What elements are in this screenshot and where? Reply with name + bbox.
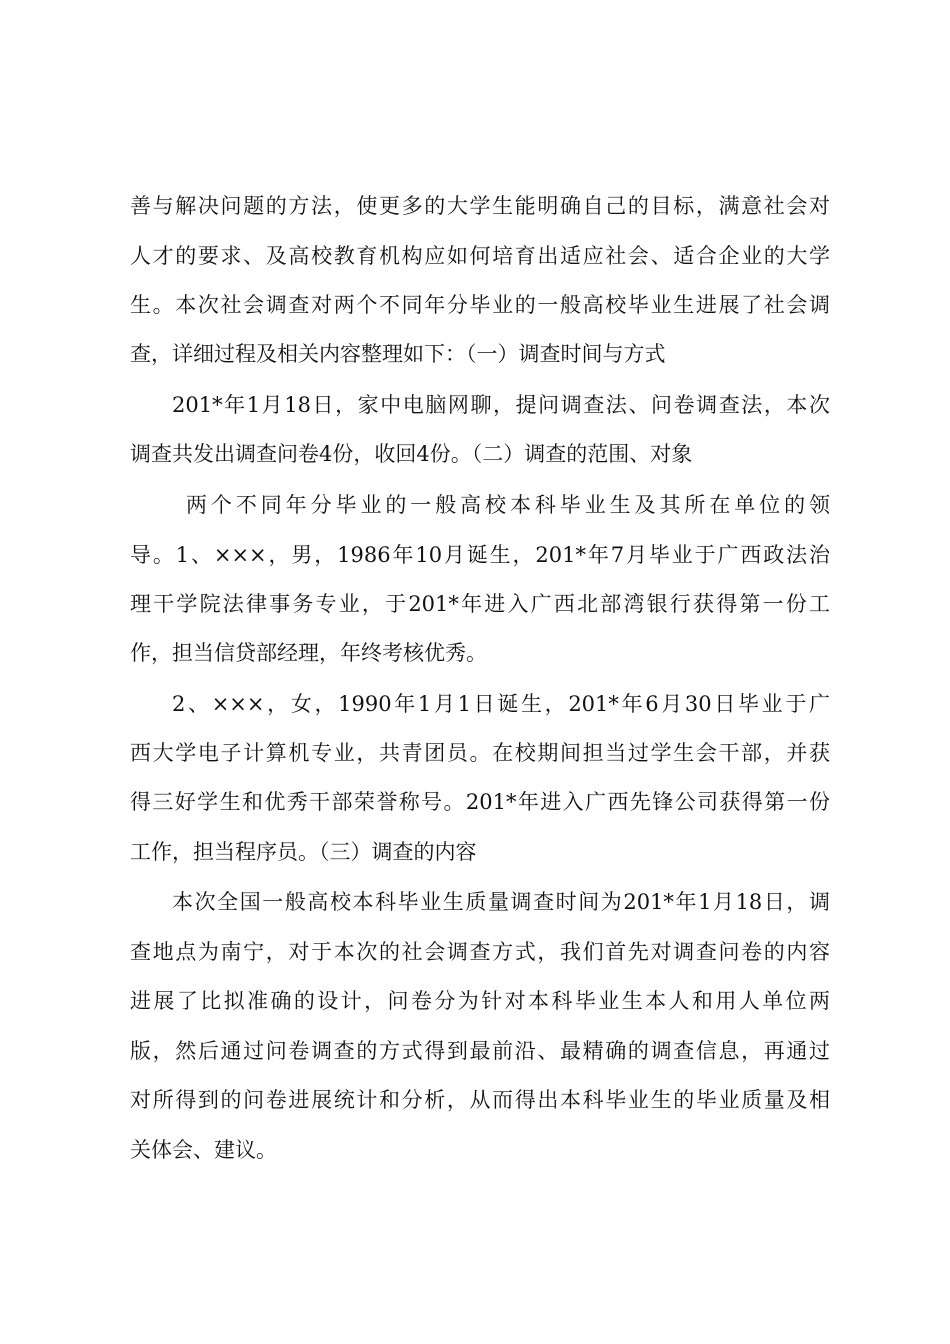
text-line: 版，然后通过问卷调查的方式得到最前沿、最精确的调查信息，再通过 [130, 1039, 830, 1063]
text-line: 善与解决问题的方法，使更多的大学生能明确自己的目标，满意社会对 [130, 194, 830, 218]
text-line: 201*年1月18日，家中电脑网聊，提问调查法、问卷调查法，本次 [172, 393, 830, 417]
text-line: 理干学院法律事务专业，于201*年进入广西北部湾银行获得第一份工 [130, 592, 830, 616]
text-line: 西大学电子计算机专业，共青团员。在校期间担当过学生会干部，并获 [130, 741, 830, 765]
text-line: 查，详细过程及相关内容整理如下：（一）调查时间与方式 [130, 342, 666, 366]
text-line: 两个不同年分毕业的一般高校本科毕业生及其所在单位的领 [186, 493, 830, 517]
text-line: 对所得到的问卷进展统计和分析，从而得出本科毕业生的毕业质量及相 [130, 1088, 830, 1112]
text-line: 2、×××，女，1990年1月1日诞生，201*年6月30日毕业于广 [172, 692, 830, 716]
text-line: 进展了比拟准确的设计，问卷分为针对本科毕业生本人和用人单位两 [130, 989, 830, 1013]
text-line: 调查共发出调查问卷4份，收回4份。（二）调查的范围、对象 [130, 442, 693, 466]
text-line: 得三好学生和优秀干部荣誉称号。201*年进入广西先锋公司获得第一份 [130, 790, 830, 814]
text-line: 工作，担当程序员。（三）调查的内容 [130, 840, 477, 864]
text-line: 作，担当信贷部经理，年终考核优秀。 [130, 641, 487, 665]
text-line: 本次全国一般高校本科毕业生质量调查时间为201*年1月18日，调 [172, 890, 830, 914]
text-line: 关体会、建议。 [130, 1138, 277, 1162]
text-line: 导。1、×××，男，1986年10月诞生，201*年7月毕业于广西政法治 [130, 543, 830, 567]
text-line: 生。本次社会调查对两个不同年分毕业的一般高校毕业生进展了社会调 [130, 293, 830, 317]
text-line: 查地点为南宁，对于本次的社会调查方式，我们首先对调查问卷的内容 [130, 940, 830, 964]
text-line: 人才的要求、及高校教育机构应如何培育出适应社会、适合企业的大学 [130, 244, 830, 268]
